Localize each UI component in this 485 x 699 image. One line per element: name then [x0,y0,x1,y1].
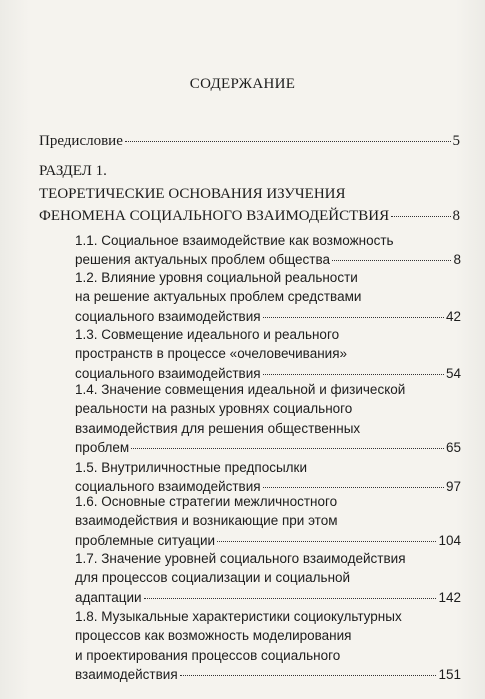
toc-entry[interactable] [75,252,461,267]
leader-dots [263,374,444,375]
toc-entry-line: социального взаимодействия [75,365,261,381]
toc-page-number: 54 [445,365,461,381]
toc-entry-line: взаимодействия [75,666,178,682]
toc-entry[interactable] [75,533,461,548]
section-heading: РАЗДЕЛ 1. [39,163,107,179]
leader-dots [217,541,436,542]
toc-page-number: 65 [445,439,461,455]
toc-entry-section[interactable] [39,208,460,225]
leader-dots [131,448,444,449]
toc-page-number: 42 [445,308,461,324]
toc-entry[interactable] [75,479,461,494]
page-title: СОДЕРЖАНИЕ [189,76,296,92]
toc-entry-line: социального взаимодействия [75,479,261,495]
toc-entry-line: и проектирования процессов социального [75,647,341,663]
toc-entry-line: реальности на разных уровнях социального [75,401,353,417]
toc-entry-line: социального взаимодействия [75,308,261,324]
leader-dots [144,598,437,599]
toc-page-number: 97 [445,479,461,495]
toc-entry-line: 1.4. Значение совмещения идеальной и физической [75,382,406,397]
toc-entry-preface[interactable] [39,133,460,150]
toc-entry-label: Предисловие [39,133,123,149]
toc-page-number: 8 [453,252,461,268]
toc-entry-line: на решение актуальных проблем средствами [75,289,362,305]
leader-dots [263,487,444,488]
toc-page-number: 142 [438,589,461,605]
toc-entry-line: 1.1. Социальное взаимодействие как возможность [75,233,394,248]
toc-entry[interactable] [75,366,461,381]
toc-entry-line: адаптации [75,589,142,605]
toc-entry-line: взаимодействия для решения общественных [75,420,361,436]
toc-entry-line: 1.3. Совмещение идеального и реального [75,327,340,342]
toc-entry-line: 1.6. Основные стратегии межличностного [75,494,338,509]
toc-page-number: 5 [452,133,460,149]
toc-page-number: 151 [438,666,461,682]
toc-entry-line: пространств в процессе «очеловечивания» [75,346,348,362]
section-name-line: ТЕОРЕТИЧЕСКИЕ ОСНОВАНИЯ ИЗУЧЕНИЯ [39,186,346,202]
toc-entry-line: 1.2. Влияние уровня социальной реальности [75,270,358,285]
leader-dots [263,317,444,318]
toc-page-number: 104 [438,532,461,548]
toc-entry[interactable] [75,667,461,682]
leader-dots [180,675,437,676]
toc-entry[interactable] [75,440,461,455]
toc-page-number: 8 [452,208,460,224]
leader-dots [332,260,451,261]
toc-entry[interactable] [75,590,461,605]
toc-entry-line: проблемные ситуации [75,532,216,548]
leader-dots [125,141,451,142]
toc-entry-line: процессов как возможность моделирования [75,628,352,644]
section-name-line: ФЕНОМЕНА СОЦИАЛЬНОГО ВЗАИМОДЕЙСТВИЯ [39,208,390,224]
toc-entry-line: решения актуальных проблем общества [75,252,331,268]
toc-entry-line: проблем [75,439,130,455]
toc-entry-line: для процессов социализации и социальной [75,570,351,586]
toc-entry-line: 1.7. Значение уровней социального взаимодействия [75,551,406,566]
toc-entry-line: 1.5. Внутриличностные предпосылки [75,460,307,475]
toc-entry-line: 1.8. Музыкальные характеристики социокультурных [75,609,402,624]
toc-entry[interactable] [75,309,461,324]
leader-dots [391,216,450,217]
toc-entry-line: взаимодействия и возникающие при этом [75,513,338,529]
